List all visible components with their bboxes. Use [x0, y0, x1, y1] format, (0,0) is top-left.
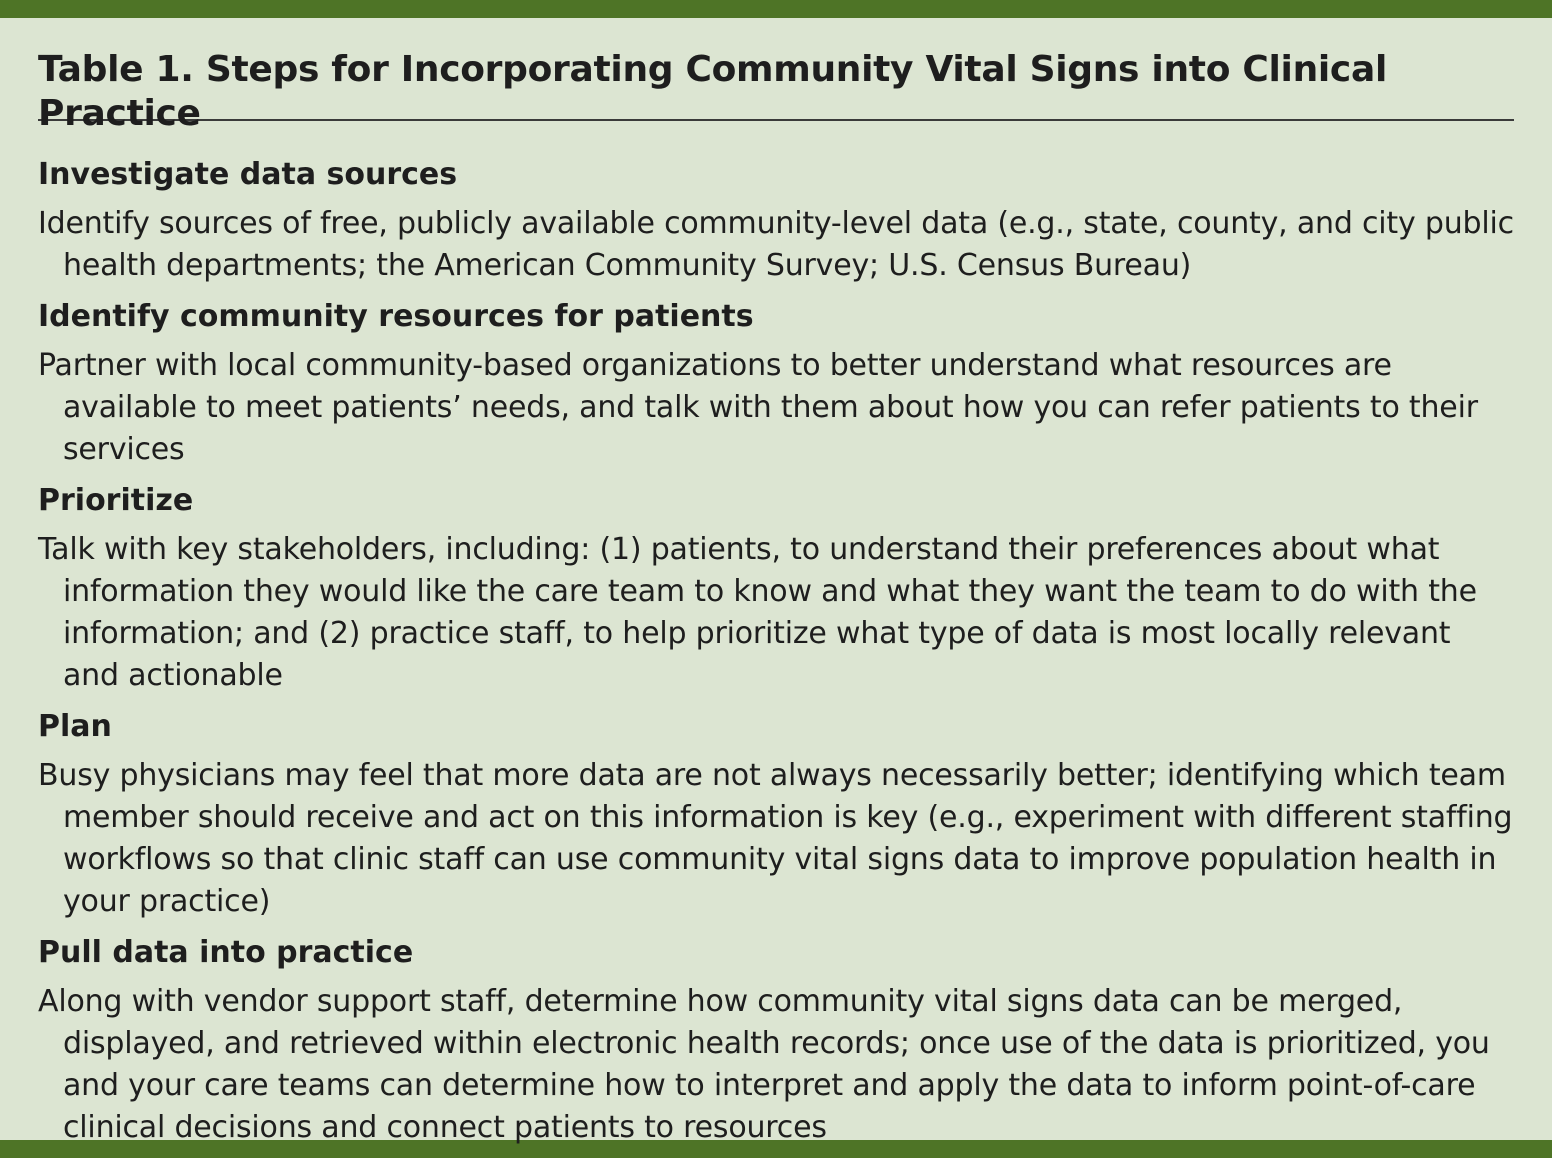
step-identify-community-resources [38, 295, 1514, 471]
step-heading: Pull data into practice [38, 935, 414, 970]
step-plan [38, 705, 1514, 923]
step-prioritize [38, 479, 1514, 697]
step-pull-data-into-practice [38, 931, 1514, 1149]
step-heading: Identify community resources for patients [38, 299, 754, 334]
step-description: Along with vendor support staff, determine how community vital signs data can be merged, displayed, and retrieved within electronic health records; once use of the data is prioritized, you and your care teams can determine how to interpret and apply the data to inform point-of-care clinical decisions and connect patients to resources [38, 984, 1490, 1145]
step-description: Busy physicians may feel that more data are not always necessarily better; identifying which team member should receive and act on this information is key (e.g., experiment with different staffing workflows so that clinic staff can use community vital signs data to improve population health in your practice) [38, 758, 1513, 919]
step-investigate-data-sources [38, 153, 1514, 287]
step-description: Talk with key stakeholders, including: (1) patients, to understand their preferences about what information they would like the care team to know and what they want the team to do with the information; and (2) practice staff, to help prioritize what type of data is most locally relevant and actionable [38, 532, 1477, 693]
table-title: Table 1. Steps for Incorporating Community Vital Signs into Clinical Practice [38, 49, 1388, 134]
step-description: Partner with local community-based organizations to better understand what resources are available to meet patients’ needs, and talk with them about how you can refer patients to their services [38, 348, 1478, 467]
step-description: Identify sources of free, publicly available community-level data (e.g., state, county, and city public health departments; the American Community Survey; U.S. Census Bureau) [38, 206, 1514, 283]
step-heading: Prioritize [38, 483, 194, 518]
step-heading: Investigate data sources [38, 157, 458, 192]
step-heading: Plan [38, 709, 112, 744]
steps-list [38, 121, 1514, 1149]
